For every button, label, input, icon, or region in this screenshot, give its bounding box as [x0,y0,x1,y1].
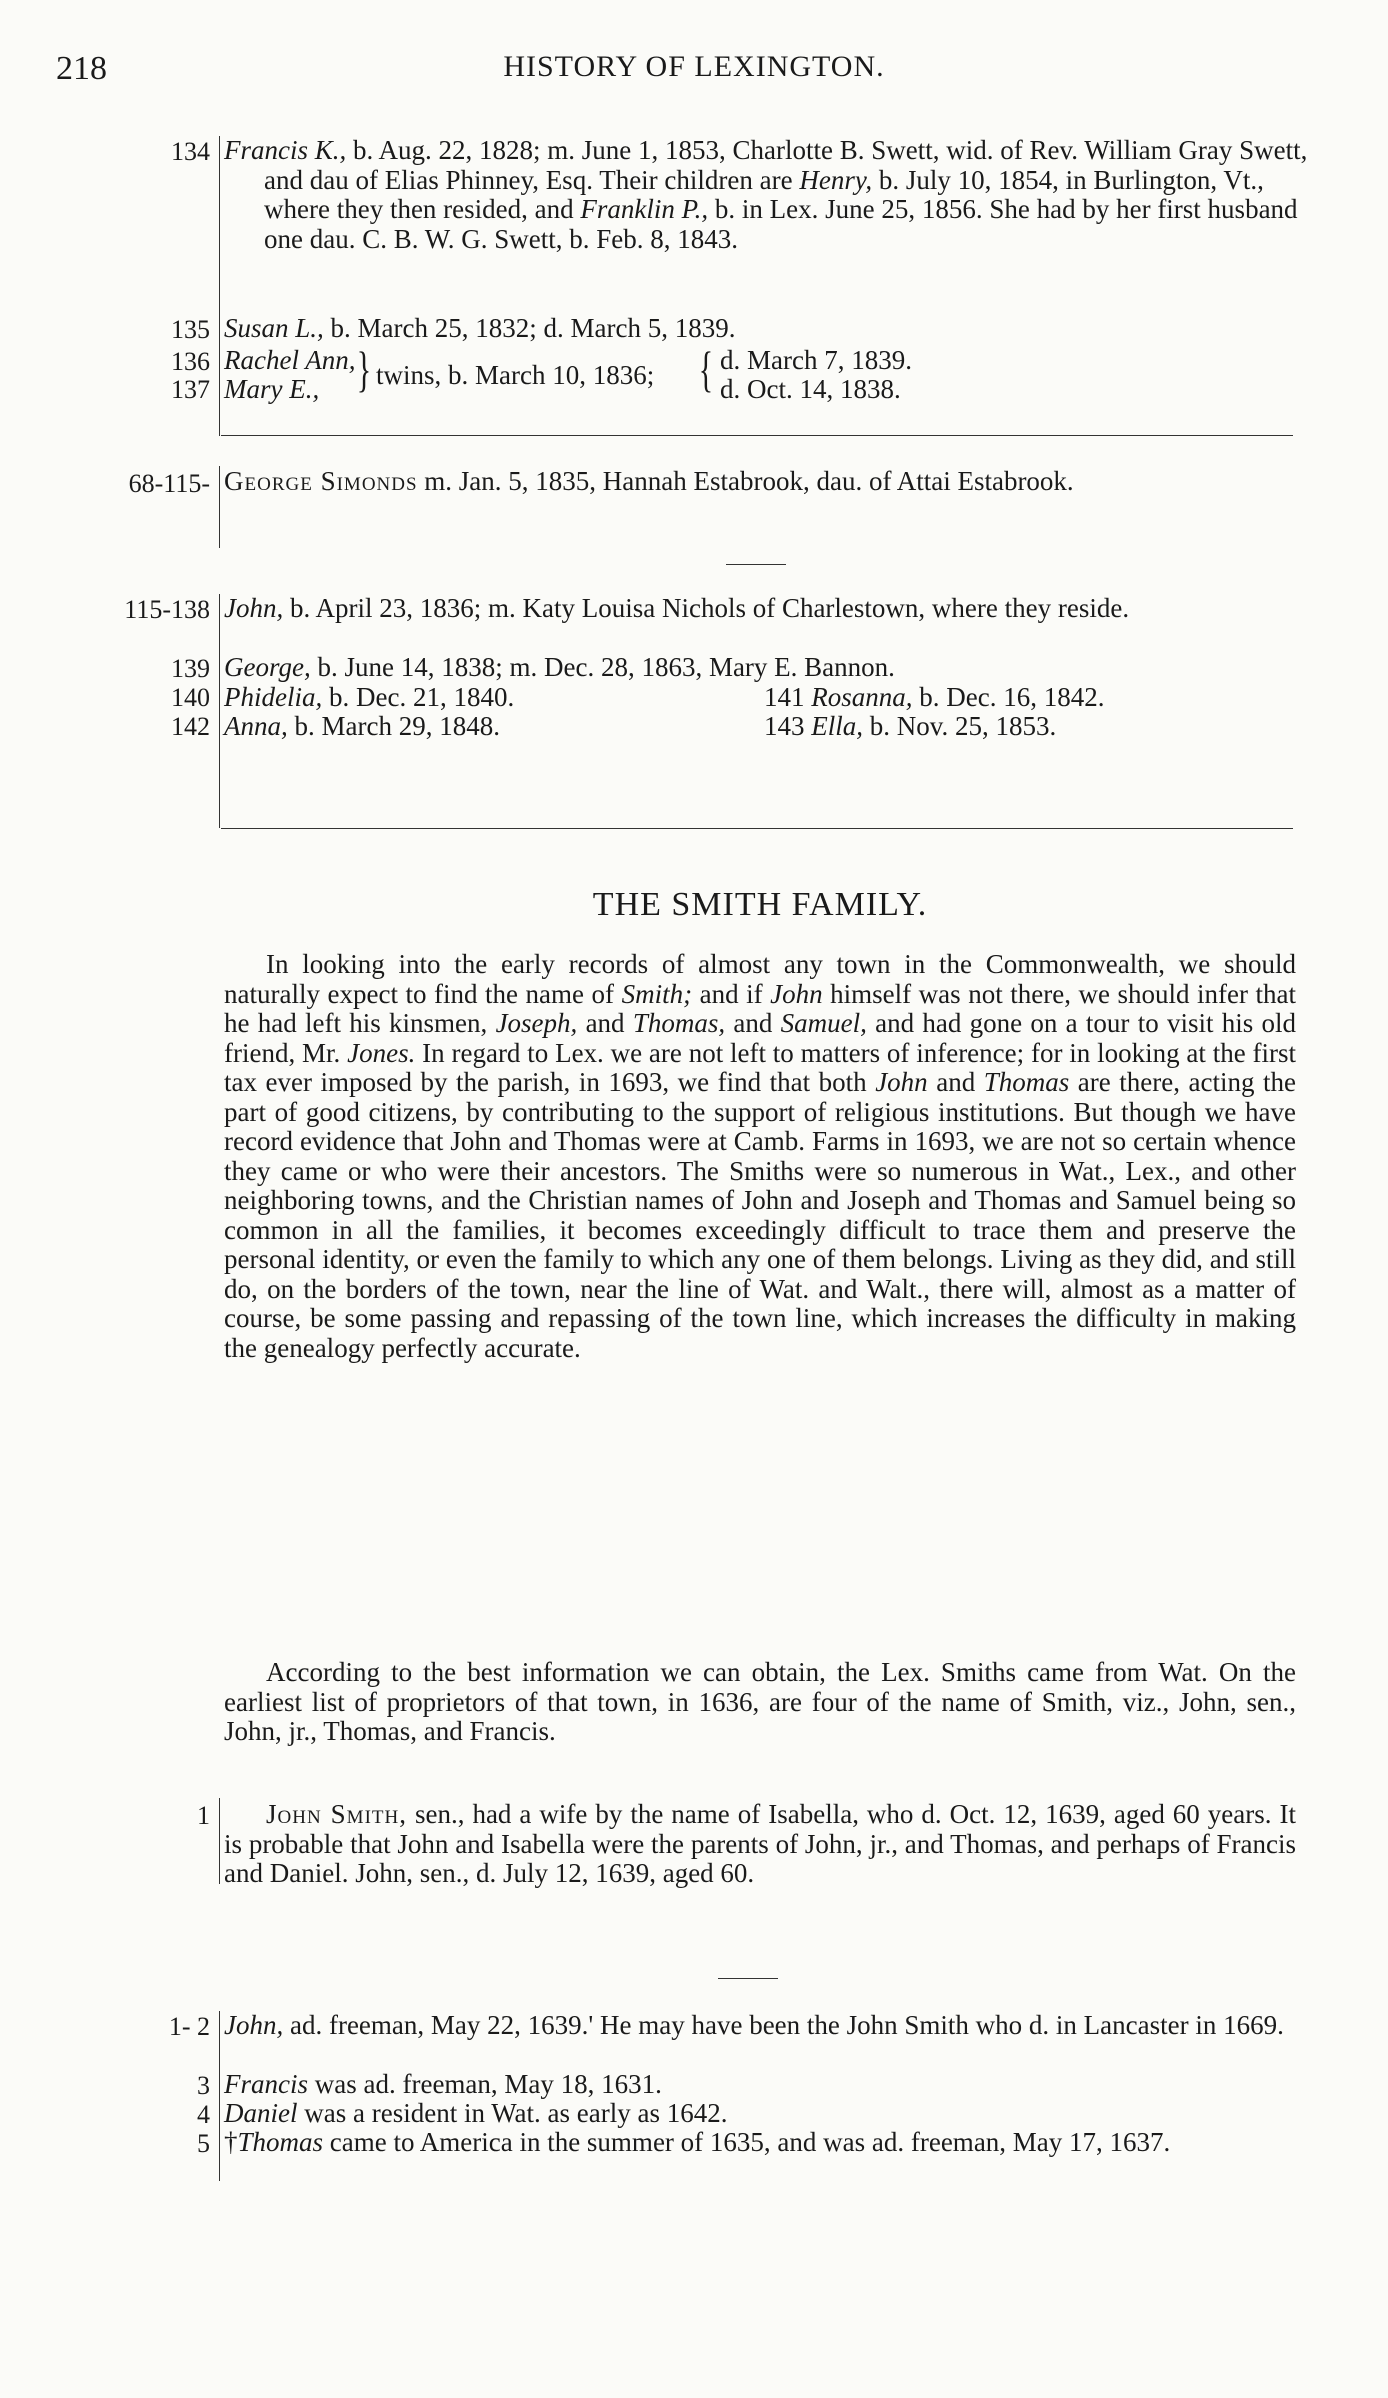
twins-note: twins, b. March 10, 1836; [376,360,655,390]
entry-115-138: John, b. April 23, 1836; m. Katy Louisa Nichols of Charlestown, where they reside. [224,593,1130,623]
entry-136-name: Rachel Ann, [224,345,356,375]
section-rule [221,828,1293,829]
person-name: George Simonds [224,466,418,496]
entry-141: 141 Rosanna, b. Dec. 16, 1842. [764,682,1105,712]
entry-number: 142 [171,712,210,741]
entry-142: Anna, b. March 29, 1848. [224,711,500,741]
page-number: 218 [56,50,107,87]
entry-number: 3 [197,2071,210,2100]
entry-number: 1- 2 [168,2012,210,2041]
entry-136-death: d. March 7, 1839. [720,345,912,375]
person-name: Rosanna, [811,682,913,712]
second-paragraph: According to the best information we can obtain, the Lex. Smiths came from Wat. On the earliest list of proprietors of that town, in 1636, are four of the name of Smith, viz., John, sen., John, jr., Thomas, and Francis. [224,1657,1296,1746]
entry-4: Daniel was a resident in Wat. as early as 1642. [224,2098,728,2128]
person-name: John Smith, [266,1799,407,1829]
entry-number: 115-138 [124,595,210,624]
entry-5: †Thomas came to America in the summer of 1635, and was ad. freeman, May 17, 1637. [224,2127,1171,2157]
entry-68-115: George Simonds m. Jan. 5, 1835, Hannah Estabrook, dau. of Attai Estabrook. [224,466,1074,496]
entry-number: 143 [764,711,805,741]
entry-number: 134 [171,137,210,166]
entry-140: Phidelia, b. Dec. 21, 1840. [224,682,515,712]
short-rule [726,564,786,565]
person-name: Susan L., [224,313,324,343]
person-name: Ella, [811,711,863,741]
entry-number: 5 [197,2129,210,2158]
entry-137-name: Mary E., [224,374,320,404]
person-name: John, [224,2010,284,2040]
column-rule [219,2011,220,2181]
person-name: Phidelia, [224,682,323,712]
column-rule [219,1798,220,1884]
section-rule [221,435,1293,436]
entry-number: 135 [171,315,210,344]
entry-number: 68-115- [128,469,210,498]
intro-paragraph: In looking into the early records of almost any town in the Commonwealth, we should naturally expect to find the name of Smith; and if John himself was not there, we should infer that he had left his kinsmen, Joseph, and Thomas, and Samuel, and had gone on a tour to visit his old friend, Mr. Jones. In regard to Lex. we are not left to matters of inference; for in looking at the first tax ever imposed by the parish, in 1693, we find that both John and Thomas are there, acting the part of good citizens, by contributing to the support of religious institutions. But though we have record evidence that John and Thomas were at Camb. Farms in 1693, we are not so certain whence they came or who were their ancestors. The Smiths were so numerous in Wat., Lex., and other neighboring towns, and the Christian names of John and Joseph and Thomas and Samuel being so common in all the families, it becomes exceedingly difficult to trace them and preserve the personal identity, or even the family to which any one of them belongs. Living as they did, and still do, on the borders of the town, near the line of Wat. and Walt., there will, almost as a matter of course, be some passing and repassing of the town line, which increases the difficulty in making the genealogy perfectly accurate. [224,949,1297,1363]
person-name: Francis [224,2069,308,2099]
entry-number: 139 [171,654,210,683]
section-title: THE SMITH FAMILY. [592,886,928,923]
entry-number: 141 [764,682,805,712]
person-name: John, [224,593,284,623]
entry-number: 136 [171,347,210,376]
entry-1: John Smith, sen., had a wife by the name of Isabella, who d. Oct. 12, 1639, aged 60 years. It is probable that John and Isabella were the parents of John, jr., and Thomas, and perhaps of Francis and Daniel. John, sen., d. July 12, 1639, aged 60. [224,1799,1296,1888]
entry-2: John, ad. freeman, May 22, 1639.' He may have been the John Smith who d. in Lancaster in 1669. [224,2010,1284,2040]
dagger-mark: † [224,2127,238,2157]
short-rule [718,1978,778,1979]
entry-number: 4 [197,2100,210,2129]
column-rule [219,136,220,436]
column-rule [219,594,220,828]
person-name: Daniel [224,2098,298,2128]
entry-143: 143 Ella, b. Nov. 25, 1853. [764,711,1057,741]
entry-135: Susan L., b. March 25, 1832; d. March 5, 1839. [224,313,736,343]
entry-134: Francis K., b. Aug. 22, 1828; m. June 1, 1853, Charlotte B. Swett, wid. of Rev. William Gray Swett, and dau of Elias Phinney, Esq. Their children are Henry, b. July 10, 1854, in Burlington, Vt., where they then resided, and Franklin P., b. in Lex. June 25, 1856. She had by her first husband one dau. C. B. W. G. Swett, b. Feb. 8, 1843. [224,135,1308,254]
brace-left: } [356,341,372,397]
person-name: George, [224,652,311,682]
entry-number: 137 [171,375,210,404]
column-rule [219,466,220,548]
entry-3: Francis was ad. freeman, May 18, 1631. [224,2069,662,2099]
person-name: Thomas [237,2127,324,2157]
entry-137-death: d. Oct. 14, 1838. [720,374,901,404]
running-head: HISTORY OF LEXINGTON. [503,50,885,83]
person-name: Anna, [224,711,288,741]
entry-number: 140 [171,683,210,712]
entry-number: 1 [197,1801,210,1830]
brace-right: { [698,341,714,397]
person-name: Francis K., [224,135,347,165]
entry-139: George, b. June 14, 1838; m. Dec. 28, 1863, Mary E. Bannon. [224,652,895,682]
